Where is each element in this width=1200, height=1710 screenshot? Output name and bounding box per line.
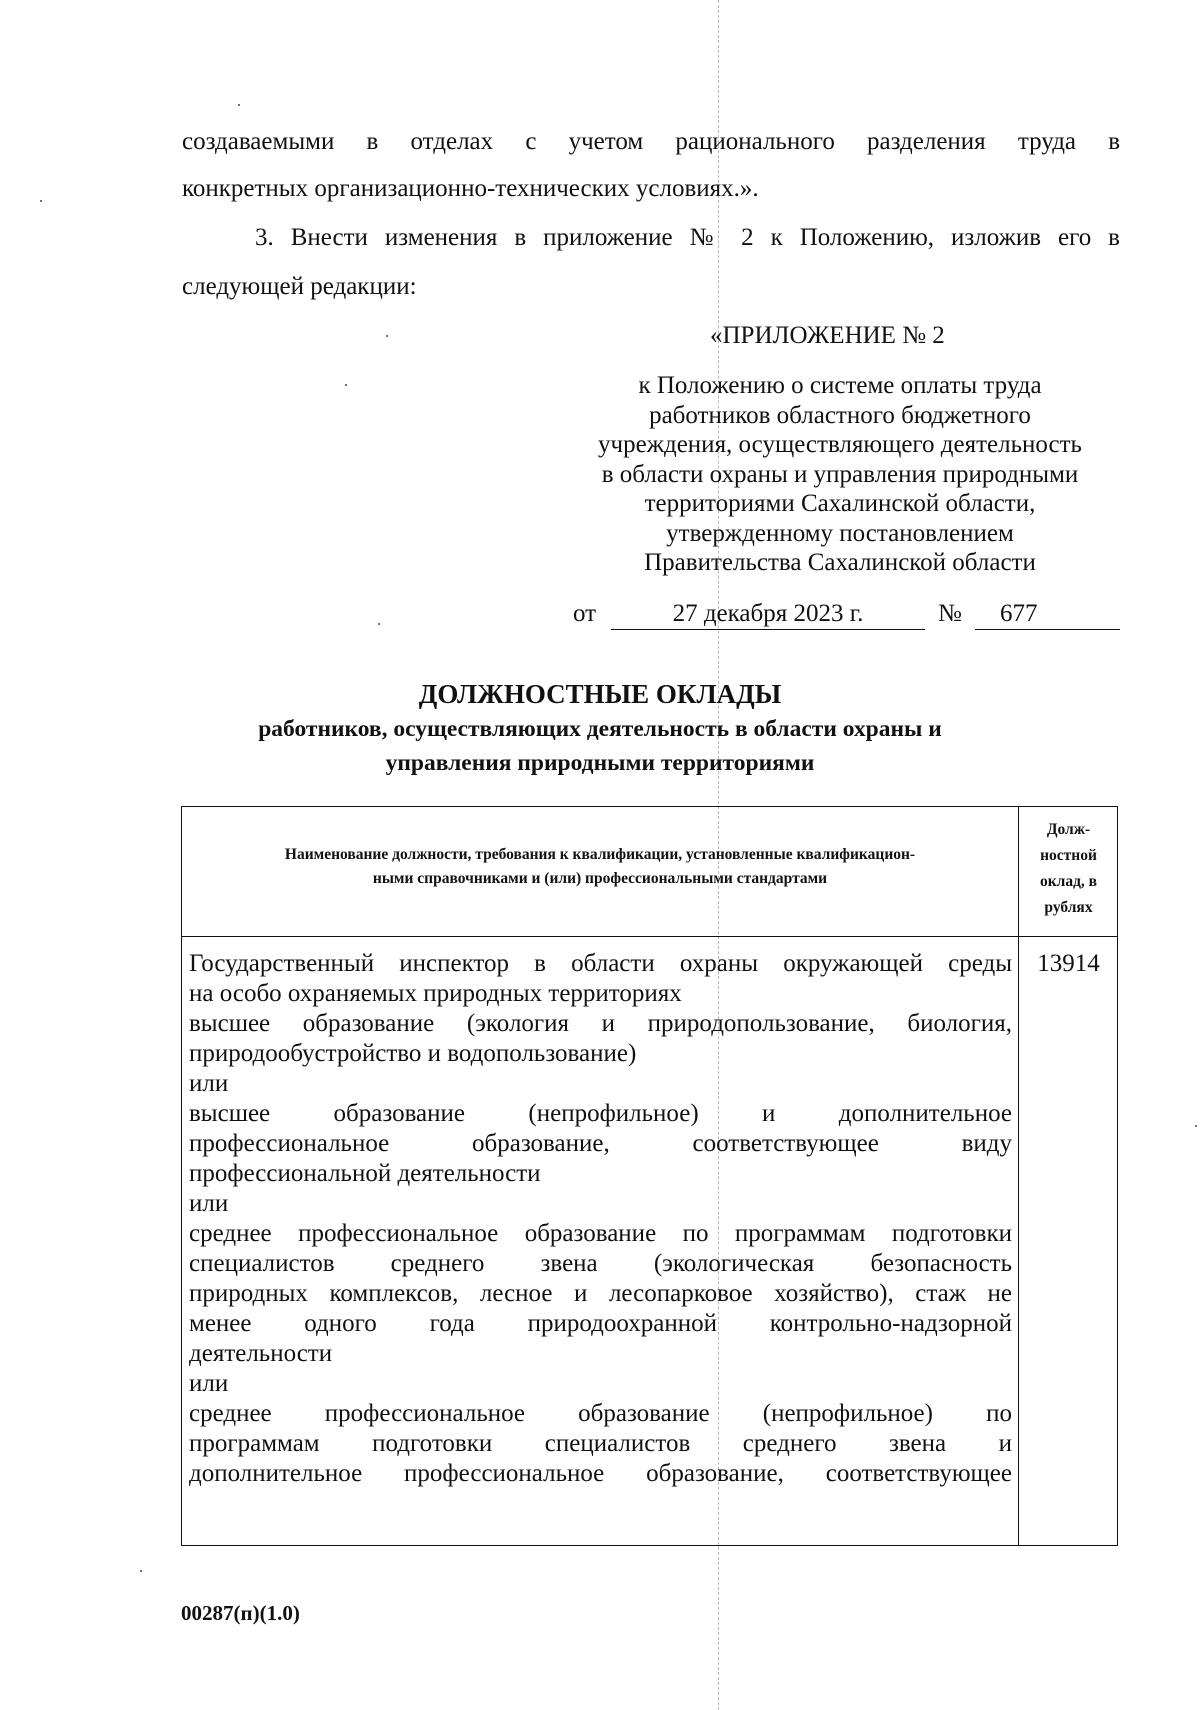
cell-line: высшее образование (непрофильное) и дополнительное (189, 1100, 1012, 1127)
cell-line: деятельности (189, 1340, 333, 1367)
cell-line: среднее профессиональное образование по программам подготовки (189, 1220, 1012, 1247)
appendix-line: Правительства Сахалинской области (644, 549, 1036, 576)
cell-line: профессиональное образование, соответствующее виду (189, 1130, 1012, 1157)
table-header-line: ными справочниками и (или) профессиональными стандартами (372, 870, 828, 887)
cell-line: природообустройство и водопользование) (189, 1040, 637, 1067)
table-header-line: Наименование должности, требования к квалификации, установленные квалификацион- (284, 846, 916, 863)
scan-speck (386, 335, 388, 337)
cell-line: или (189, 1070, 229, 1097)
approval-date: 27 декабря 2023 г. (611, 599, 925, 630)
table-header-line: рублях (1044, 899, 1093, 916)
cell-line: или (189, 1370, 229, 1397)
cell-line: профессиональной деятельности (189, 1160, 541, 1187)
document-subtitle: работников, осуществляющих деятельность в области охраны и (258, 716, 942, 742)
paragraph-line: следующей редакции: (182, 273, 417, 300)
date-prefix: от (573, 600, 597, 627)
table-header-line: оклад, в (1039, 873, 1098, 890)
appendix-line: утвержденному постановлением (666, 519, 1014, 547)
document-subtitle: управления природными территориями (385, 750, 815, 776)
cell-line: на особо охраняемых природных территориях (189, 980, 682, 1007)
appendix-approval-block (560, 371, 1120, 578)
paragraph-line: конкретных организационно-технических условиях.». (182, 175, 759, 202)
document-title: ДОЛЖНОСТНЫЕ ОКЛАДЫ (418, 679, 782, 709)
table-row-salary-cell: 13914 (1037, 950, 1100, 977)
table-column-divider (1018, 807, 1019, 1545)
scan-speck (345, 384, 347, 386)
cell-line: программам подготовки специалистов среднего звена и (189, 1430, 1012, 1457)
appendix-line: территориями Сахалинской области, (644, 490, 1036, 517)
appendix-line: в области охраны и управления природными (601, 460, 1079, 488)
cell-line: высшее образование (экология и природопользование, биология, (189, 1010, 1012, 1037)
resolution-number: 677 (975, 599, 1120, 630)
scan-speck (40, 200, 42, 202)
table-header-position (190, 843, 1010, 891)
table-header-divider (182, 936, 1117, 937)
cell-line: дополнительное профессиональное образование, соответствующее (189, 1460, 1012, 1487)
scan-speck (378, 623, 380, 625)
cell-line: или (189, 1190, 229, 1217)
scan-speck (238, 104, 240, 106)
salary-table (181, 806, 1118, 1546)
appendix-line: к Положению о системе оплаты труда (638, 372, 1042, 399)
approval-date-row (573, 599, 1120, 631)
cell-line: Государственный инспектор в области охраны окружающей среды (189, 950, 1012, 977)
cell-line: менее одного года природоохранной контрольно-надзорной (189, 1310, 1012, 1337)
appendix-heading: «ПРИЛОЖЕНИЕ № 2 (710, 322, 945, 349)
cell-line: специалистов среднего звена (экологическая безопасность (189, 1250, 1012, 1277)
number-sign: № (938, 600, 962, 627)
table-row-position-cell (189, 949, 1012, 1489)
table-header-line: ностной (1040, 847, 1097, 864)
scan-speck (140, 1570, 142, 1572)
table-header-salary (1020, 817, 1117, 921)
cell-line: среднее профессиональное образование (непрофильное) по (189, 1400, 1012, 1427)
document-footer-code: 00287(п)(1.0) (181, 1601, 300, 1625)
appendix-line: учреждения, осуществляющего деятельность (598, 431, 1082, 458)
table-header-line: Долж- (1046, 821, 1091, 838)
appendix-line: работников областного бюджетного (649, 401, 1031, 429)
paragraph-line: 3. Внести изменения в приложение № 2 к Положению, изложив его в (255, 224, 1120, 251)
cell-line: природных комплексов, лесное и лесопарковое хозяйство), стаж не (189, 1280, 1012, 1307)
paragraph-line: создаваемыми в отделах с учетом рационального разделения труда в (182, 128, 1120, 155)
scan-speck (1195, 1125, 1197, 1127)
